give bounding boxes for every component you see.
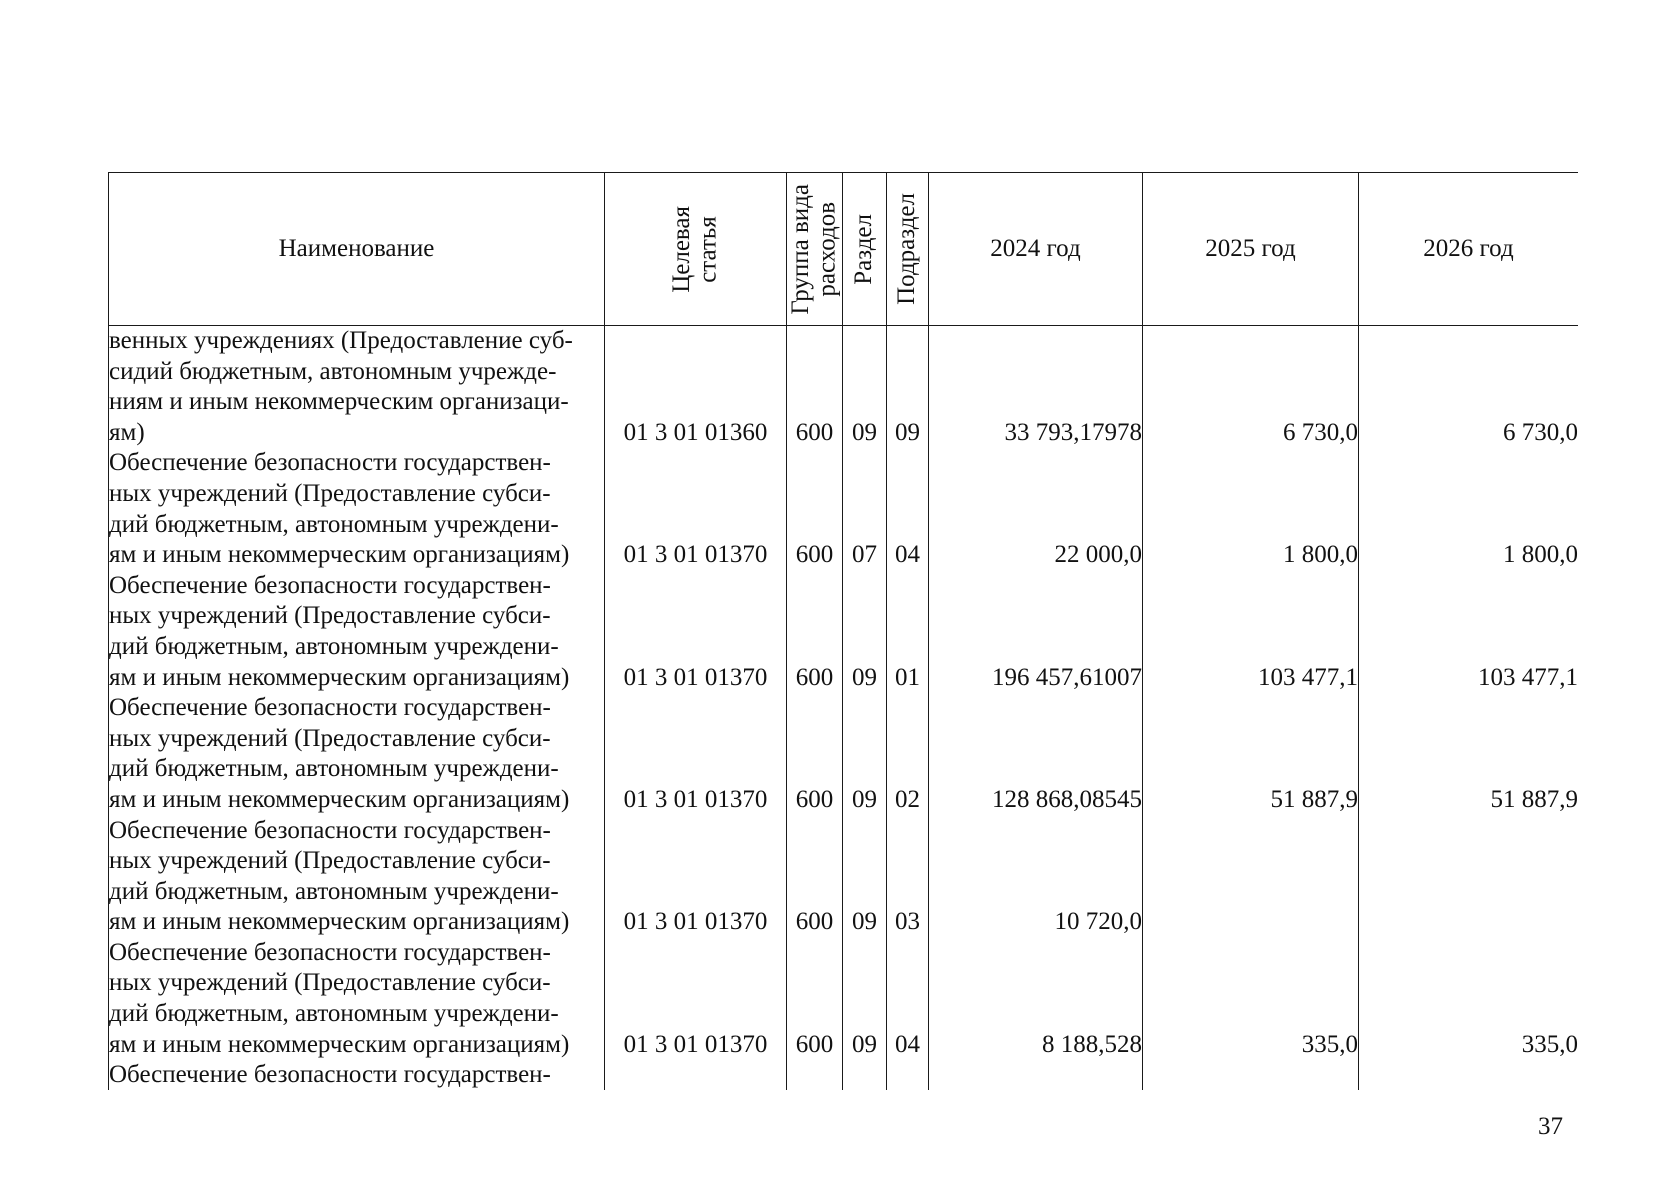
row-name-line: дий бюджетным, автономным учреждени- <box>109 755 559 783</box>
subsection-cell: 03 <box>887 816 929 938</box>
target-article-cell: 01 3 01 01370 <box>605 938 787 1060</box>
row-name-line: ных учреждений (Предоставление субси- <box>109 724 551 752</box>
expense-group-cell: 600 <box>787 938 843 1060</box>
amount-2024-cell: 128 868,08545 <box>929 693 1143 815</box>
target-article-cell: 01 3 01 01360 <box>605 326 787 449</box>
row-name-line: Обеспечение безопасности государствен- <box>109 1061 551 1089</box>
amount-2024-cell: 33 793,17978 <box>929 326 1143 449</box>
amount-2024-cell <box>929 1060 1143 1090</box>
header-year-2025 <box>1143 173 1359 326</box>
header-year-2025-label: 2025 год <box>1205 234 1296 262</box>
row-name-line: дий бюджетным, автономным учреждени- <box>109 510 559 538</box>
row-name-cell <box>109 448 605 570</box>
table-body <box>109 326 1579 1091</box>
header-row <box>109 173 1579 326</box>
header-subsection <box>887 173 929 326</box>
row-name-line: ям и иным некоммерческим организациям) <box>109 541 570 569</box>
row-name-line: ниям и иным некоммерческим организаци- <box>109 388 569 416</box>
row-name-line: ям и иным некоммерческим организациям) <box>109 908 570 936</box>
row-name-line: дий бюджетным, автономным учреждени- <box>109 1000 559 1028</box>
row-name-line: Обеспечение безопасности государствен- <box>109 816 551 844</box>
amount-2026-cell <box>1359 1060 1579 1090</box>
target-article-cell: 01 3 01 01370 <box>605 571 787 693</box>
amount-2026-cell: 103 477,1 <box>1359 571 1579 693</box>
row-name-line: ных учреждений (Предоставление субси- <box>109 969 551 997</box>
expense-group-cell: 600 <box>787 571 843 693</box>
row-name-line: дий бюджетным, автономным учреждени- <box>109 632 559 660</box>
table-row <box>109 571 1579 693</box>
table-row <box>109 448 1579 570</box>
row-name-line: ям и иным некоммерческим организациям) <box>109 663 570 691</box>
header-name-label: Наименование <box>278 234 435 262</box>
table-row <box>109 938 1579 1060</box>
row-name-cell <box>109 1060 605 1090</box>
expense-group-cell <box>787 1060 843 1090</box>
subsection-cell <box>887 1060 929 1090</box>
row-name-line: ных учреждений (Предоставление субси- <box>109 847 551 875</box>
subsection-cell: 04 <box>887 938 929 1060</box>
amount-2025-cell <box>1143 1060 1359 1090</box>
header-target-article <box>605 173 787 326</box>
row-name-cell <box>109 326 605 449</box>
amount-2026-cell: 1 800,0 <box>1359 448 1579 570</box>
amount-2026-cell <box>1359 816 1579 938</box>
amount-2025-cell: 51 887,9 <box>1143 693 1359 815</box>
section-cell: 09 <box>843 326 887 449</box>
table-row <box>109 816 1579 938</box>
document-sheet <box>108 172 1578 1090</box>
amount-2024-cell: 8 188,528 <box>929 938 1143 1060</box>
amount-2026-cell: 51 887,9 <box>1359 693 1579 815</box>
section-cell: 09 <box>843 571 887 693</box>
row-name-cell <box>109 693 605 815</box>
amount-2025-cell <box>1143 816 1359 938</box>
row-name-line: Обеспечение безопасности государствен- <box>109 571 551 599</box>
row-name-cell <box>109 938 605 1060</box>
amount-2026-cell: 335,0 <box>1359 938 1579 1060</box>
table-row <box>109 693 1579 815</box>
target-article-cell: 01 3 01 01370 <box>605 448 787 570</box>
table-row <box>109 326 1579 449</box>
row-name-line: Обеспечение безопасности государствен- <box>109 694 551 722</box>
header-section <box>843 173 887 326</box>
amount-2026-cell: 6 730,0 <box>1359 326 1579 449</box>
header-target-article-label: Целевая статья <box>668 205 722 293</box>
row-name-line: ных учреждений (Предоставление субси- <box>109 479 551 507</box>
section-cell: 09 <box>843 693 887 815</box>
amount-2025-cell: 1 800,0 <box>1143 448 1359 570</box>
row-name-line: Обеспечение безопасности государствен- <box>109 449 551 477</box>
expense-group-cell: 600 <box>787 448 843 570</box>
section-cell: 09 <box>843 816 887 938</box>
subsection-cell: 09 <box>887 326 929 449</box>
section-cell <box>843 1060 887 1090</box>
amount-2024-cell: 196 457,61007 <box>929 571 1143 693</box>
row-name-cell <box>109 816 605 938</box>
header-year-2026 <box>1359 173 1579 326</box>
target-article-cell: 01 3 01 01370 <box>605 816 787 938</box>
row-name-line: сидий бюджетным, автономным учрежде- <box>109 357 557 385</box>
row-name-line: ям и иным некоммерческим организациям) <box>109 785 570 813</box>
header-subsection-label: Подраздел <box>893 193 921 305</box>
header-year-2026-label: 2026 год <box>1423 234 1514 262</box>
amount-2025-cell: 335,0 <box>1143 938 1359 1060</box>
expense-group-cell: 600 <box>787 326 843 449</box>
header-name <box>109 173 605 326</box>
header-section-label: Раздел <box>850 213 878 285</box>
target-article-cell: 01 3 01 01370 <box>605 693 787 815</box>
amount-2025-cell: 6 730,0 <box>1143 326 1359 449</box>
row-name-cell <box>109 571 605 693</box>
header-expense-group <box>787 173 843 326</box>
subsection-cell: 04 <box>887 448 929 570</box>
header-year-2024 <box>929 173 1143 326</box>
amount-2024-cell: 10 720,0 <box>929 816 1143 938</box>
row-name-line: ных учреждений (Предоставление субси- <box>109 602 551 630</box>
budget-table <box>108 172 1578 1090</box>
page-number: 37 <box>1538 1113 1563 1140</box>
section-cell: 09 <box>843 938 887 1060</box>
section-cell: 07 <box>843 448 887 570</box>
row-name-line: дий бюджетным, автономным учреждени- <box>109 877 559 905</box>
row-name-line: ям) <box>109 418 145 446</box>
row-name-line: венных учреждениях (Предоставление суб- <box>109 327 573 354</box>
subsection-cell: 01 <box>887 571 929 693</box>
subsection-cell: 02 <box>887 693 929 815</box>
header-expense-group-label: Группа вида расходов <box>787 183 841 315</box>
table-row <box>109 1060 1579 1090</box>
amount-2025-cell: 103 477,1 <box>1143 571 1359 693</box>
row-name-line: Обеспечение безопасности государствен- <box>109 938 551 966</box>
expense-group-cell: 600 <box>787 816 843 938</box>
header-year-2024-label: 2024 год <box>990 234 1081 262</box>
table-header <box>109 173 1579 326</box>
row-name-line: ям и иным некоммерческим организациям) <box>109 1030 570 1058</box>
target-article-cell <box>605 1060 787 1090</box>
amount-2024-cell: 22 000,0 <box>929 448 1143 570</box>
expense-group-cell: 600 <box>787 693 843 815</box>
